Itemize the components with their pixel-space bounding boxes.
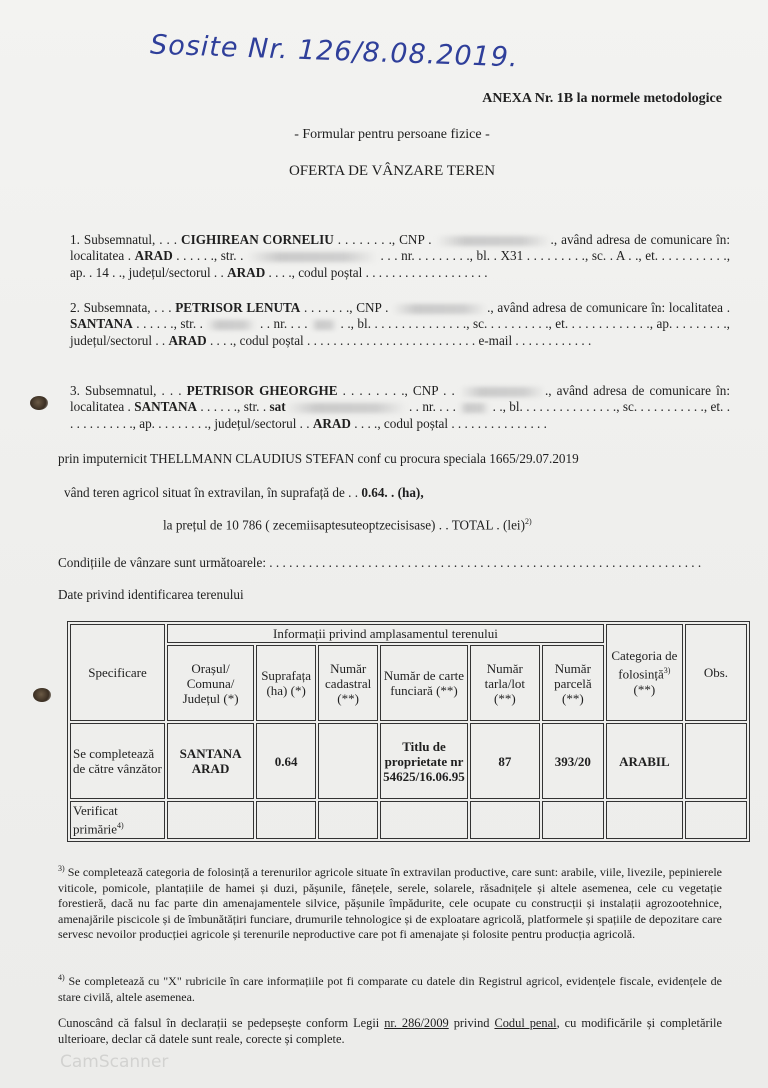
cell-parcel: 393/20: [542, 723, 604, 799]
header-specificare: Specificare: [70, 624, 165, 721]
handwritten-registration-note: Sosite Nr. 126/8.08.2019.: [149, 29, 520, 74]
cell-tarla: 87: [470, 723, 540, 799]
redacted-cnp: [460, 387, 545, 397]
price-value: 10 786: [225, 517, 262, 533]
row-label-seller: Se completează de către vânzător: [70, 723, 165, 799]
header-area: Suprafața (ha) (*): [256, 645, 316, 721]
header-obs: Obs.: [685, 624, 747, 721]
empty-cell: [470, 801, 540, 839]
seller-2-locality: SANTANA: [70, 316, 133, 332]
header-location-info: Informații privind amplasamentul terenului: [167, 624, 604, 643]
cell-town: SANTANA ARAD: [167, 723, 254, 799]
cell-obs: [685, 723, 747, 799]
empty-cell: [318, 801, 378, 839]
land-area-line: vând teren agricol situat în extravilan, în suprafață de . . 0.64. . (ha),: [64, 485, 424, 500]
price-in-words: ( zecemiisaptesuteoptzecisisase): [265, 517, 436, 533]
seller-2-county: ARAD: [168, 332, 207, 348]
price-line: la prețul de 10 786 ( zecemiisaptesuteoptzecisisase) . . TOTAL . (lei)$^{2)}$: [163, 517, 532, 533]
seller-3-county: ARAD: [312, 415, 351, 431]
cell-cadastral: [318, 723, 378, 799]
sale-conditions: Condițiile de vânzare sunt următoarele: . . . . . . . . . . . . . . . . . . . . . . . . . . . . . . . . . . . . . . . . . . . . . . . . . . . . . . . . . . . . . . . . . .: [58, 555, 702, 570]
seller-1-name: CIGHIREAN CORNELIU: [181, 232, 334, 247]
seller-1-locality: ARAD: [134, 248, 173, 264]
seller-3-name: PETRISOR GHEORGHE: [186, 383, 338, 398]
footnote-3: $^{3)}$ Se completează categoria de folosință a terenurilor agricole situate în extravilan productive, care sunt: arabile, viile, livezile, pepinierele viticole, pomicole, plantațiile de hamei și duzi, pășunile, fânețele, serele, solarele, răsadnițele și altele asemenea, cele cu vegetație forestieră, dacă nu fac parte din amenajamentele silvice, pășunile împădurite, cele ocupate cu construcții și instalații agrozootehnice, amenajările piscicole și de îmbunătățiri funciare, drumurile tehnologice și de exploatare agricolă, platformele și spațiile de depozitare care servesc nevoilor producției agricole și terenurile neproductive care pot fi amenajate și folosite pentru producția agricolă.: [58, 864, 722, 942]
redacted-cnp: [436, 236, 551, 246]
redacted-street: [247, 252, 377, 262]
punch-hole: [30, 396, 48, 410]
redacted-number: [459, 403, 489, 413]
seller-2-name: PETRISOR LENUTA: [175, 300, 301, 315]
land-identification-table: [67, 621, 750, 842]
proxy-line: prin imputernicit THELLMANN CLAUDIUS STEFAN conf cu procura speciala 1665/29.07.2019: [58, 451, 579, 466]
header-category: Categoria de folosință$^{3)}$ (**): [606, 624, 683, 721]
redacted-street: [206, 320, 256, 330]
cell-category: ARABIL: [606, 723, 683, 799]
empty-cell: [542, 801, 604, 839]
seller-3-street: sat: [269, 399, 286, 415]
header-parcel: Număr parcelă (**): [542, 645, 604, 721]
scanner-watermark: CamScanner: [60, 1052, 169, 1072]
empty-cell: [685, 801, 747, 839]
row-label-primarie: Verificat primărie$^{4)}$: [70, 801, 165, 839]
seller-1-county: ARAD: [227, 264, 266, 280]
cell-area: 0.64: [256, 723, 316, 799]
redacted-street: [286, 403, 406, 413]
declaration: Cunoscând că falsul în declarații se pedepsește conform Legii nr. 286/2009 privind Codul penal, cu modificările și completările ulterioare, declar că datele sunt reale, corecte și complete.: [58, 1016, 722, 1046]
seller-3-locality: SANTANA: [134, 399, 198, 415]
form-title: OFERTA DE VÂNZARE TEREN: [288, 163, 496, 179]
form-type: - Formular pentru persoane fizice -: [294, 127, 490, 142]
empty-cell: [167, 801, 254, 839]
punch-hole: [33, 688, 51, 702]
land-area-value: 0.64: [361, 485, 385, 500]
annex-title: ANEXA Nr. 1B la normele metodologice: [482, 91, 722, 106]
footnote-4: $^{4)}$ Se completează cu "X" rubricile în care informațiile pot fi comparate cu datele din Registrul agricol, evidențele fiscale, evidențele de stare civilă, altele asemenea.: [58, 973, 722, 1004]
law-reference: nr. 286/2009: [384, 1016, 449, 1030]
header-carte-funciara: Număr de carte funciară (**): [380, 645, 468, 721]
table-row: [70, 801, 747, 839]
empty-cell: [256, 801, 316, 839]
cell-carte-funciara: Titlu de proprietate nr 54625/16.06.95: [380, 723, 468, 799]
table-row: [70, 723, 747, 799]
empty-cell: [606, 801, 683, 839]
penal-code-reference: Codul penal: [494, 1016, 557, 1030]
redacted-cnp: [392, 304, 487, 314]
header-cadastral: Număr cadastral (**): [318, 645, 378, 721]
seller-3-paragraph: 3. Subsemnatul, . . . PETRISOR GHEORGHE . . . . . . . ., CNP . . ., având adresa de comunicare în: localitatea . SANTANA . . . . . ., str. . sat . . nr. . . . . ., bl. . . . . . . . . . . . . . ., sc. . . . . . . . . . ., et. . . . . . . . . . . ., ap. . . . . . . . ., județul/sectorul . . ARAD . . . ., codul poștal . . . . . . . . . . . . . . .: [70, 383, 731, 431]
seller-2-paragraph: 2. Subsemnata, . . . PETRISOR LENUTA . . . . . . ., CNP . ., având adresa de comunicare în: localitatea . SANTANA . . . . . ., str. . . . nr. . . . . ., bl. . . . . . . . . . . . . . ., sc. . . . . . . . . ., et. . . . . . . . . . . . ., ap. . . . . . . . ., județul/sectorul . . ARAD . . . ., codul poștal . . . . . . . . . . . . . . . . . . . . . . . . . . e-mail . . . . . . . . . . . .: [70, 300, 730, 348]
header-town: Orașul/ Comuna/ Județul (*): [167, 645, 254, 721]
redacted-number: [311, 320, 337, 330]
seller-1-paragraph: 1. Subsemnatul, . . . CIGHIREAN CORNELIU . . . . . . . ., CNP . ., având adresa de comunicare în: localitatea . ARAD . . . . . ., str. . . . . nr. . . . . . . . ., bl. . X31 . . . . . . . . ., sc. . A . ., et. . . . . . . . . . ., ap. . 14 . ., județul/sectorul . . ARAD . . . ., codul poștal . . . . . . . . . . . . . . . . . . .: [70, 232, 730, 280]
empty-cell: [380, 801, 468, 839]
land-identification-title: Date privind identificarea terenului: [58, 587, 244, 602]
header-tarla: Număr tarla/lot (**): [470, 645, 540, 721]
